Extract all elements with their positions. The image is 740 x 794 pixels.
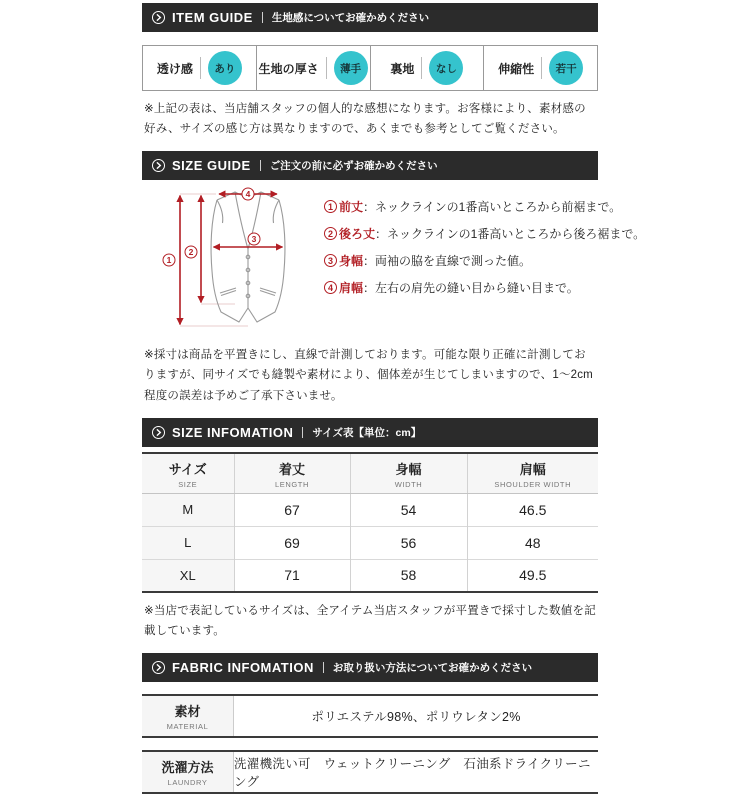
- fabric-infomation-header: [142, 653, 598, 682]
- size-guide-body: [142, 185, 646, 337]
- measurement-desc: ：両袖の脇を直線で測った値。: [363, 254, 532, 269]
- cell-length: 69: [234, 526, 350, 559]
- measurement-term: 前丈: [339, 200, 364, 215]
- section-title: SIZE INFOMATION: [172, 424, 294, 440]
- title-divider: [262, 12, 263, 23]
- measurement-descriptions: [324, 185, 645, 337]
- attr-label: 伸縮性: [498, 61, 535, 76]
- cell-length: 67: [234, 493, 350, 526]
- circled-arrow-icon: [152, 661, 165, 674]
- size-table: [142, 452, 598, 594]
- attr-thickness: [256, 46, 370, 90]
- item-guide-note: ※上記の表は、当店舗スタッフの個人的な感想になります。お客様により、素材感の好み、サイズの感じ方は異なりますので、あくまでも参考としてご覧ください。: [144, 103, 586, 136]
- cell-length: 71: [234, 559, 350, 592]
- header-jp: 着丈: [278, 461, 305, 477]
- header-width: [350, 453, 467, 494]
- laundry-label: [142, 752, 234, 792]
- attr-label: 生地の厚さ: [258, 61, 319, 76]
- header-size: [142, 453, 234, 494]
- cell-shoulder: 46.5: [467, 493, 598, 526]
- attr-value-badge: 若干: [549, 51, 583, 85]
- diagram-label-3: 3: [251, 234, 257, 245]
- section-title: ITEM GUIDE: [172, 10, 253, 25]
- diagram-label-4: 4: [245, 189, 251, 200]
- label-jp: 素材: [174, 704, 201, 720]
- number-2-icon: 2: [324, 227, 337, 240]
- cell-size: XL: [142, 559, 234, 592]
- measurement-desc: ：左右の肩先の縫い目から縫い目まで。: [363, 281, 579, 296]
- section-title: SIZE GUIDE: [172, 158, 251, 174]
- attr-label: 裏地: [390, 61, 415, 76]
- attr-label: 透け感: [156, 61, 193, 76]
- header-en: LENGTH: [274, 479, 310, 489]
- material-label: [142, 696, 234, 736]
- laundry-value: 洗濯機洗い可 ウェットクリーニング 石油系ドライクリーニング: [234, 757, 591, 790]
- attr-stretch: [483, 46, 597, 90]
- measurement-line: [324, 198, 645, 215]
- cell-width: 54: [350, 493, 467, 526]
- section-title: FABRIC INFOMATION: [172, 660, 314, 676]
- attr-value-badge: あり: [208, 51, 242, 85]
- attr-sheerness: [143, 46, 256, 90]
- circled-arrow-icon: [152, 11, 165, 24]
- measurement-term: 後ろ丈: [339, 227, 376, 242]
- measurement-term: 身幅: [339, 254, 364, 269]
- table-row: [142, 526, 598, 559]
- cell-width: 58: [350, 559, 467, 592]
- number-4-icon: 4: [324, 281, 337, 294]
- attr-lining: [370, 46, 484, 90]
- circled-arrow-icon: [152, 426, 165, 439]
- title-divider: [323, 662, 324, 673]
- label-en: MATERIAL: [166, 722, 209, 732]
- measurement-line: [324, 252, 645, 269]
- attr-divider: [200, 57, 201, 79]
- cell-shoulder: 49.5: [467, 559, 598, 592]
- header-length: [234, 453, 350, 494]
- measurement-desc: ：ネックラインの1番高いところから後ろ裾まで。: [375, 227, 646, 242]
- header-jp: 肩幅: [519, 461, 546, 477]
- table-row: [142, 493, 598, 526]
- measurement-term: 肩幅: [339, 281, 364, 296]
- measurement-line: [324, 279, 645, 296]
- content-column: [142, 0, 646, 794]
- size-table-header-row: [142, 453, 598, 494]
- measurement-line: [324, 225, 645, 242]
- attr-value-badge: なし: [429, 51, 463, 85]
- title-divider: [260, 160, 261, 171]
- title-divider: [302, 427, 303, 438]
- header-en: WIDTH: [394, 479, 423, 489]
- label-jp: 洗濯方法: [161, 760, 214, 776]
- header-en: SHOULDER WIDTH: [494, 479, 572, 489]
- cell-width: 56: [350, 526, 467, 559]
- circled-arrow-icon: [152, 159, 165, 172]
- size-infomation-header: [142, 418, 598, 447]
- section-subtitle: サイズ表【単位：cm】: [312, 426, 422, 439]
- table-row: [142, 559, 598, 592]
- cell-size: L: [142, 526, 234, 559]
- diagram-label-2: 2: [188, 247, 194, 258]
- cell-shoulder: 48: [467, 526, 598, 559]
- attr-divider: [421, 57, 422, 79]
- header-shoulder-width: [467, 453, 598, 494]
- attr-divider: [326, 57, 327, 79]
- material-row: [142, 694, 598, 738]
- size-guide-header: [142, 151, 598, 180]
- header-jp: 身幅: [395, 461, 422, 477]
- laundry-row: [142, 750, 598, 794]
- section-subtitle: お取り扱い方法についてお確かめください: [332, 662, 533, 675]
- fabric-feel-table: [142, 45, 598, 91]
- number-1-icon: 1: [324, 200, 337, 213]
- vest-measurement-diagram: [156, 185, 316, 337]
- size-table-note: ※当店で表記しているサイズは、全アイテム当店スタッフが平置きで採寸した数値を記載しています。: [144, 605, 596, 638]
- cell-size: M: [142, 493, 234, 526]
- header-en: SIZE: [178, 479, 198, 489]
- section-subtitle: 生地感についてお確かめください: [271, 12, 430, 24]
- attr-value-badge: 薄手: [334, 51, 368, 85]
- measurement-desc: ：ネックラインの1番高いところから前裾まで。: [363, 200, 622, 215]
- header-jp: サイズ: [168, 461, 207, 477]
- item-guide-header: [142, 3, 598, 32]
- label-en: LAUNDRY: [167, 778, 208, 788]
- diagram-label-1: 1: [166, 255, 172, 266]
- material-value: ポリエステル98%、ポリウレタン2%: [311, 710, 521, 725]
- attr-divider: [541, 57, 542, 79]
- number-3-icon: 3: [324, 254, 337, 267]
- section-subtitle: ご注文の前に必ずお確かめください: [269, 160, 438, 173]
- size-guide-note: ※採寸は商品を平置きにし、直線で計測しております。可能な限り正確に計測しておりますが、同サイズでも縫製や素材により、個体差が生じてしまいますので、1～2cm程度の誤差は予めご了承下さいませ。: [144, 349, 593, 402]
